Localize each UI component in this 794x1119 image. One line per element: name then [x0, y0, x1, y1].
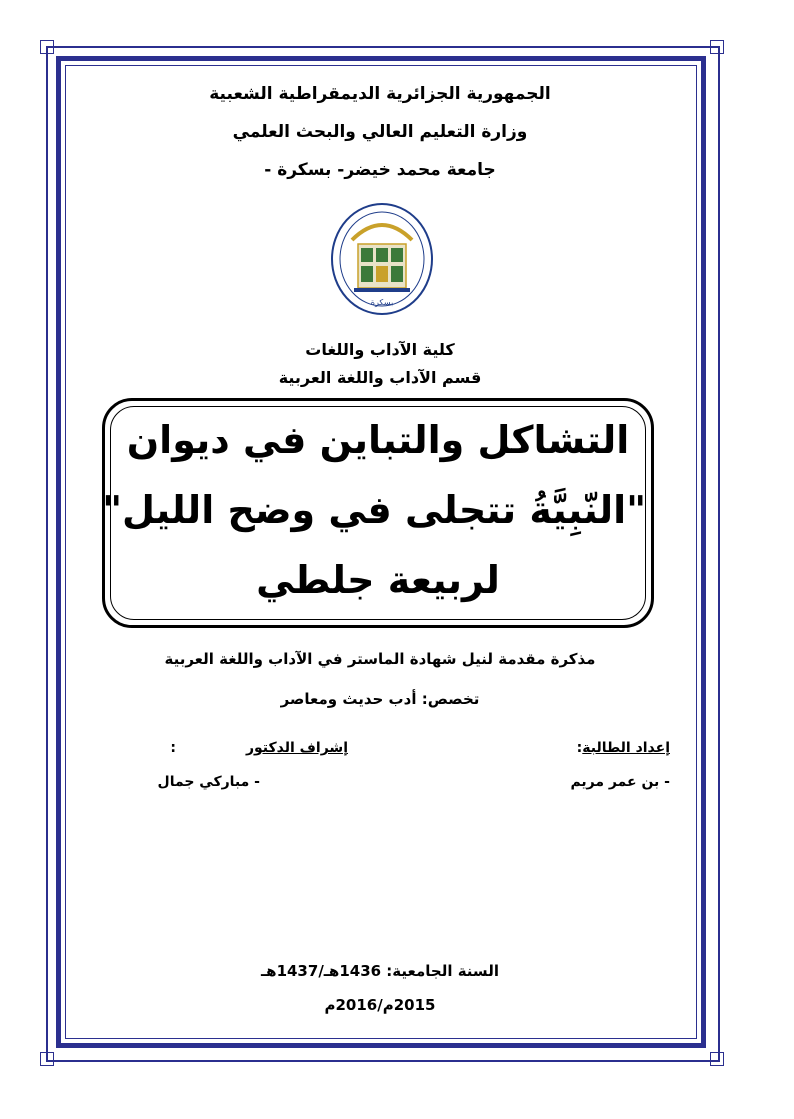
degree-description: مذكرة مقدمة لنيل شهادة الماستر في الآداب واللغة العربية: [164, 650, 596, 668]
academic-year-gregorian: 2015م/2016م: [324, 996, 436, 1014]
corner-mark-bottom-left: [40, 1052, 54, 1066]
academic-year-hijri: السنة الجامعية: 1436هـ/1437هـ: [261, 962, 499, 980]
supervisor-label-row: [170, 740, 348, 756]
faculty-name: كلية الآداب واللغات: [305, 340, 455, 359]
university-seal-icon: [330, 202, 434, 316]
thesis-title-line-1: التشاكل والتباين في ديوان: [126, 418, 630, 462]
thesis-title-line-3: لربيعة جلطي: [256, 558, 500, 602]
student-name: - بن عمر مريم: [570, 774, 670, 790]
supervisor-name: - مباركي جمال: [157, 774, 260, 790]
student-label-colon: :: [576, 740, 583, 756]
student-label-row: [577, 740, 670, 756]
university-name: جامعة محمد خيضر- بسكرة -: [264, 160, 496, 180]
thesis-title-line-2: "النّبِيَّةُ تتجلى في وضح الليل": [102, 488, 646, 532]
department-name: قسم الآداب واللغة العربية: [278, 368, 482, 387]
svg-text:بسكرة: بسكرة: [370, 298, 394, 307]
corner-mark-bottom-right: [710, 1052, 724, 1066]
student-label: إعداد الطالبة: [582, 740, 670, 756]
corner-mark-top-right: [710, 40, 724, 54]
supervisor-label-colon: :: [170, 740, 176, 756]
supervisor-label: إشراف الدكتور: [245, 740, 348, 756]
ministry-name: وزارة التعليم العالي والبحث العلمي: [232, 122, 528, 142]
country-name: الجمهورية الجزائرية الديمقراطية الشعبية: [209, 84, 551, 104]
specialization: تخصص: أدب حديث ومعاصر: [280, 690, 480, 708]
corner-mark-top-left: [40, 40, 54, 54]
